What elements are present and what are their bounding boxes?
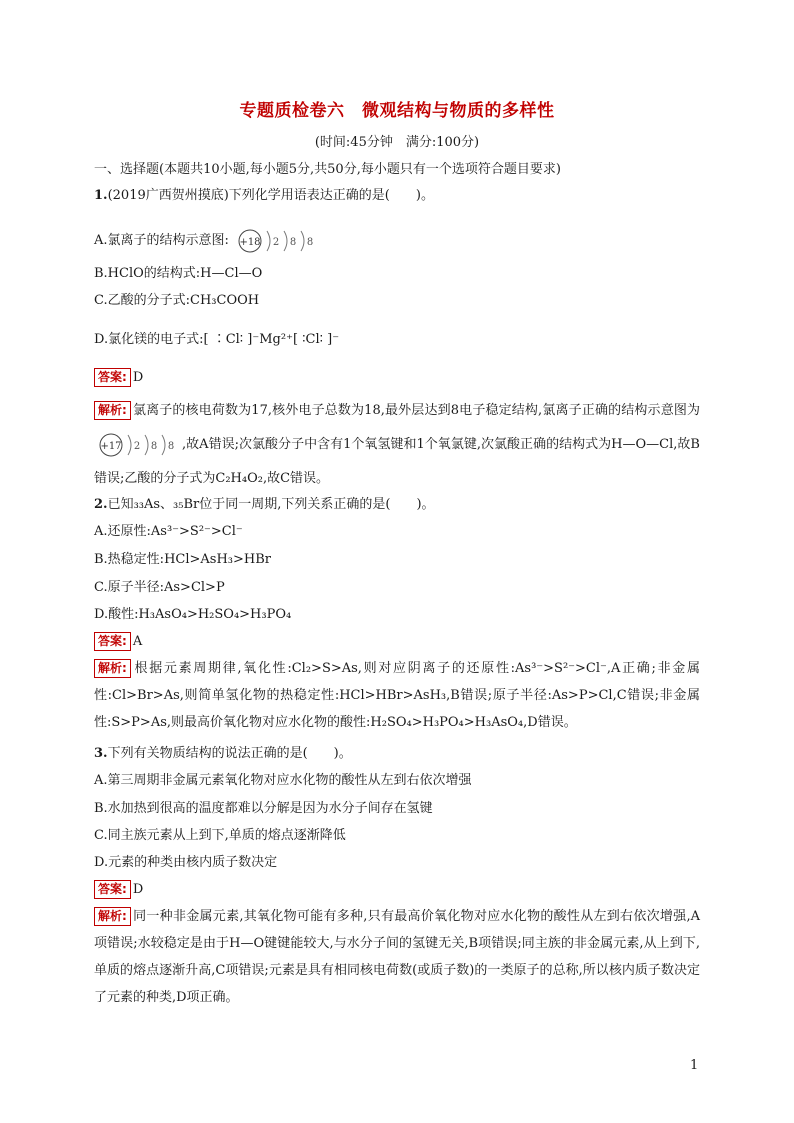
question-stem: (2019广西贺州摸底)下列化学用语表达正确的是( )。 bbox=[107, 188, 434, 203]
nucleus-charge: +18 bbox=[239, 236, 261, 248]
electron-formula: [ ∶Cl∶ ]⁻Mg²⁺[ ∶Cl∶ ]⁻ bbox=[203, 332, 340, 347]
analysis-text: ,故A错误;次氯酸分子中含有1个氧氢键和1个氧氯键,次氯酸正确的结构式为H—O—Cl,故B错误;乙酸的分子式为C₂H₄O₂,故C错误。 bbox=[94, 437, 700, 486]
q2-option-d: D.酸性:H₃AsO₄>H₂SO₄>H₃PO₄ bbox=[94, 607, 292, 622]
option-text: D.氯化镁的电子式: bbox=[94, 332, 204, 347]
q1-option-c: C.乙酸的分子式:CH₃COOH bbox=[94, 293, 260, 308]
shell-electrons: 2 bbox=[272, 236, 280, 248]
shell-electrons: 8 bbox=[167, 440, 175, 452]
answer-label: 答案: bbox=[94, 880, 131, 899]
option-text: A.氯离子的结构示意图: bbox=[94, 233, 229, 248]
analysis-text: 根据元素周期律,氧化性:Cl₂>S>As,则对应阴离子的还原性:As³⁻>S²⁻>Cl⁻,A正确;非金属性:Cl>Br>As,则简单氢化物的热稳定性:HCl>HBr>AsH₃,B错误;原子半径:As>P>Cl,C错误;非金属性:S>P>As,则最高价氧化物对应水化物的酸性:H₂SO₄>H₃PO₄>H₃AsO₄,D错误。 bbox=[94, 661, 700, 730]
answer-value: A bbox=[132, 634, 143, 649]
exam-info: (时间:45分钟 满分:100分) bbox=[314, 135, 480, 150]
analysis-label: 解析: bbox=[94, 907, 131, 926]
question-1 bbox=[94, 186, 434, 206]
chlorine-atom-diagram bbox=[98, 432, 178, 458]
q1-option-a bbox=[94, 226, 321, 256]
question-stem: 下列有关物质结构的说法正确的是( )。 bbox=[107, 746, 352, 761]
question-stem: 已知₃₃As、₃₅Br位于同一周期,下列关系正确的是( )。 bbox=[107, 497, 435, 512]
section-header: 一、选择题(本题共10小题,每小题5分,共50分,每小题只有一个选项符合题目要求) bbox=[94, 162, 561, 177]
shell-electrons: 8 bbox=[289, 236, 297, 248]
analysis-text: 同一种非金属元素,其氧化物可能有多种,只有最高价氧化物对应水化物的酸性从左到右依次增强,A项错误;水较稳定是由于H—O键键能较大,与水分子间的氢键无关,B项错误;同主族的非金属元素,从上到下,单质的熔点逐渐升高,C项错误;元素是具有相同核电荷数(或质子数)的一类原子的总称,所以核内质子数决定了元素的种类,D项正确。 bbox=[94, 909, 700, 1005]
q2-option-b: B.热稳定性:HCl>AsH₃>HBr bbox=[94, 552, 272, 567]
shell-electrons: 2 bbox=[133, 440, 141, 452]
q3-option-d: D.元素的种类由核内质子数决定 bbox=[94, 855, 278, 870]
question-number: 3. bbox=[94, 746, 108, 761]
electron-shell bbox=[128, 435, 131, 455]
q2-analysis bbox=[94, 655, 700, 736]
question-2 bbox=[94, 495, 435, 515]
q3-answer bbox=[94, 880, 143, 900]
q3-option-a: A.第三周期非金属元素氧化物对应水化物的酸性从左到右依次增强 bbox=[94, 773, 472, 788]
q1-option-b: B.HClO的结构式:H—Cl—O bbox=[94, 266, 263, 281]
answer-value: D bbox=[132, 882, 144, 897]
analysis-label: 解析: bbox=[94, 401, 131, 420]
q3-option-b: B.水加热到很高的温度都难以分解是因为水分子间存在氢键 bbox=[94, 801, 433, 816]
electron-shell bbox=[284, 231, 287, 251]
analysis-label: 解析: bbox=[94, 659, 131, 678]
shell-electrons: 8 bbox=[150, 440, 158, 452]
q1-answer bbox=[94, 368, 143, 388]
answer-value: D bbox=[132, 370, 144, 385]
question-number: 1. bbox=[94, 188, 108, 203]
q1-option-d bbox=[94, 330, 339, 350]
electron-shell bbox=[145, 435, 148, 455]
q2-answer bbox=[94, 632, 142, 652]
chloride-ion-diagram bbox=[237, 228, 317, 254]
electron-shell bbox=[301, 231, 304, 251]
q3-option-c: C.同主族元素从上到下,单质的熔点逐渐降低 bbox=[94, 828, 346, 843]
question-number: 2. bbox=[94, 497, 108, 512]
analysis-text: 氯离子的核电荷数为17,核外电子总数为18,最外层达到8电子稳定结构,氯离子正确的结构示意图为 bbox=[132, 403, 700, 418]
nucleus-charge: +17 bbox=[100, 440, 122, 452]
q2-option-c: C.原子半径:As>Cl>P bbox=[94, 580, 225, 595]
electron-shell bbox=[267, 231, 270, 251]
question-3 bbox=[94, 744, 352, 764]
q1-analysis bbox=[94, 394, 700, 496]
answer-label: 答案: bbox=[94, 368, 131, 387]
electron-shell bbox=[162, 435, 165, 455]
page-title: 专题质检卷六 微观结构与物质的多样性 bbox=[239, 101, 555, 121]
page-number: 1 bbox=[690, 1058, 699, 1073]
answer-label: 答案: bbox=[94, 632, 131, 651]
shell-electrons: 8 bbox=[306, 236, 314, 248]
q3-analysis bbox=[94, 903, 700, 1011]
q2-option-a: A.还原性:As³⁻>S²⁻>Cl⁻ bbox=[94, 524, 243, 539]
